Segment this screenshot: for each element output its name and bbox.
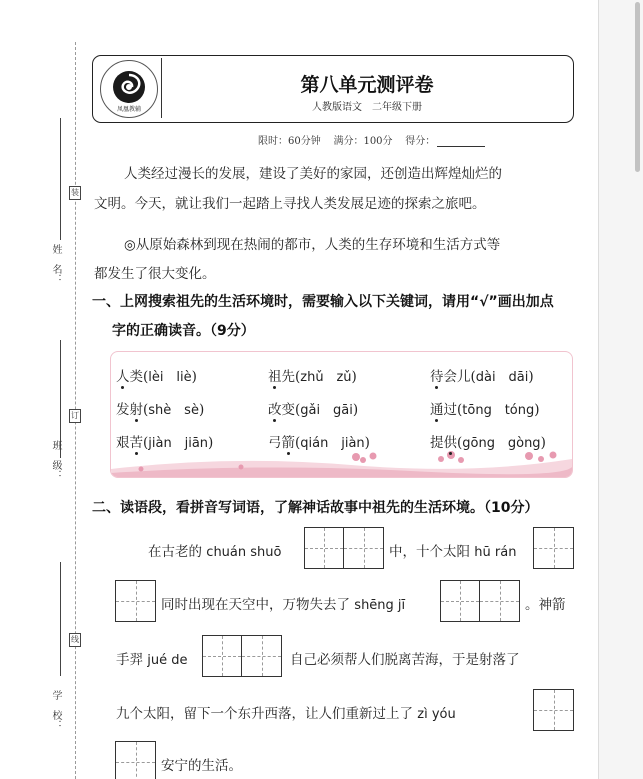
score-blank[interactable] — [437, 145, 485, 147]
option-a[interactable]: dài — [475, 370, 496, 385]
q2-row-5-text: 安宁的生活。 — [161, 758, 242, 774]
option-a[interactable]: tōng — [462, 403, 492, 418]
seal-char-bot: 线 — [69, 633, 81, 647]
intro-line-4: 都发生了很大变化。 — [94, 266, 216, 282]
writing-grid[interactable] — [115, 741, 156, 779]
option-b[interactable]: zǔ — [336, 370, 352, 385]
question-2-title: 二、读语段，看拼音写词语，了解神话故事中祖先的生活环境。（10分） — [92, 500, 539, 516]
question-1-title: 一、上网搜索祖先的生活环境时，需要输入以下关键词，请用“√”画出加点 — [92, 294, 554, 310]
pinyin-hint: zì yóu — [417, 707, 456, 722]
scrollbar-thumb[interactable] — [635, 2, 640, 172]
writing-grid[interactable] — [202, 635, 282, 677]
name-label: 姓 名： — [50, 244, 61, 284]
score-label: 得分： — [405, 136, 436, 147]
writing-grid[interactable] — [304, 527, 384, 569]
pinyin-hint: jué de — [147, 653, 188, 668]
pinyin-item-2: 祖先(zhǔ zǔ) — [268, 369, 357, 385]
page-subtitle: 人教版语文 二年级下册 — [312, 102, 422, 113]
option-b[interactable]: dāi — [508, 370, 529, 385]
full-score: 满分：100分 — [333, 136, 393, 147]
pinyin-item-3: 待会儿(dài dāi) — [430, 369, 534, 385]
pinyin-item-7: 艰苦(jiàn jiān) — [116, 435, 214, 451]
option-b[interactable]: liè — [176, 370, 192, 385]
option-b[interactable]: gāi — [333, 403, 353, 418]
question-1-title-cont: 字的正确读音。（9分） — [112, 323, 255, 339]
name-underline — [60, 118, 61, 240]
q2-row-3-text-a: 手羿 jué de — [116, 652, 188, 668]
intro-line-1: 人类经过漫长的发展，建设了美好的家园，还创造出辉煌灿烂的 — [124, 166, 502, 182]
q2-row-1-text-b: 中，十个太阳 hū rán — [389, 544, 517, 560]
pinyin-item-6: 通过(tōng tóng) — [430, 402, 540, 418]
option-b[interactable]: sè — [184, 403, 199, 418]
pinyin-hint: shēng jī — [354, 598, 406, 613]
pinyin-hint: chuán shuō — [206, 545, 282, 560]
writing-grid[interactable] — [533, 689, 574, 731]
seal-char-mid: 订 — [69, 409, 81, 423]
class-label: 班 级： — [50, 440, 61, 480]
option-a[interactable]: shè — [148, 403, 172, 418]
pinyin-item-5: 改变(gǎi gāi) — [268, 402, 359, 418]
option-b[interactable]: tóng — [504, 403, 535, 418]
option-a[interactable]: gǎi — [300, 403, 321, 418]
school-underline — [60, 562, 61, 676]
scrollbar[interactable] — [598, 0, 643, 779]
writing-grid[interactable] — [115, 580, 156, 622]
q2-row-1-text-a: 在古老的 chuán shuō — [148, 544, 282, 560]
option-a[interactable]: jiàn — [148, 436, 172, 451]
intro-line-3: ◎从原始森林到现在热闹的都市，人类的生存环境和生活方式等 — [124, 237, 501, 253]
q2-row-3-text-b: 自己必须帮人们脱离苦海，于是射落了 — [290, 652, 520, 668]
pinyin-item-9: 提供(gōng gòng) — [430, 435, 546, 451]
option-a[interactable]: qián — [300, 436, 329, 451]
pinyin-item-1: 人类(lèi liè) — [116, 369, 197, 385]
intro-line-2: 文明。今天，就让我们一起踏上寻找人类发展足迹的探索之旅吧。 — [94, 196, 486, 212]
school-label: 学 校： — [50, 690, 61, 730]
option-b[interactable]: gòng — [507, 436, 541, 451]
pinyin-item-4: 发射(shè sè) — [116, 402, 205, 418]
option-a[interactable]: zhǔ — [300, 370, 324, 385]
option-a[interactable]: gōng — [462, 436, 495, 451]
time-limit: 限时：60分钟 — [258, 136, 321, 147]
q2-row-2-text-a: 同时出现在天空中，万物失去了 shēng jī — [161, 597, 406, 613]
pinyin-item-8: 弓箭(qián jiàn) — [268, 435, 370, 451]
logo-text: 凤凰教辅 — [116, 106, 141, 113]
writing-grid[interactable] — [533, 527, 574, 569]
cherry-blossom-decoration — [111, 447, 572, 477]
option-b[interactable]: jiàn — [341, 436, 365, 451]
q2-row-2-text-b: 。神箭 — [525, 597, 566, 613]
page-title: 第八单元测评卷 — [300, 74, 434, 96]
seal-char-top: 装 — [69, 186, 81, 200]
exam-meta — [258, 132, 485, 147]
writing-grid[interactable] — [440, 580, 520, 622]
publisher-logo — [100, 60, 158, 118]
option-a[interactable]: lèi — [148, 370, 164, 385]
pinyin-hint: hū rán — [474, 545, 517, 560]
q2-row-4-text: 九个太阳，留下一个东升西落，让人们重新过上了 zì yóu — [116, 706, 456, 722]
option-b[interactable]: jiān — [184, 436, 209, 451]
